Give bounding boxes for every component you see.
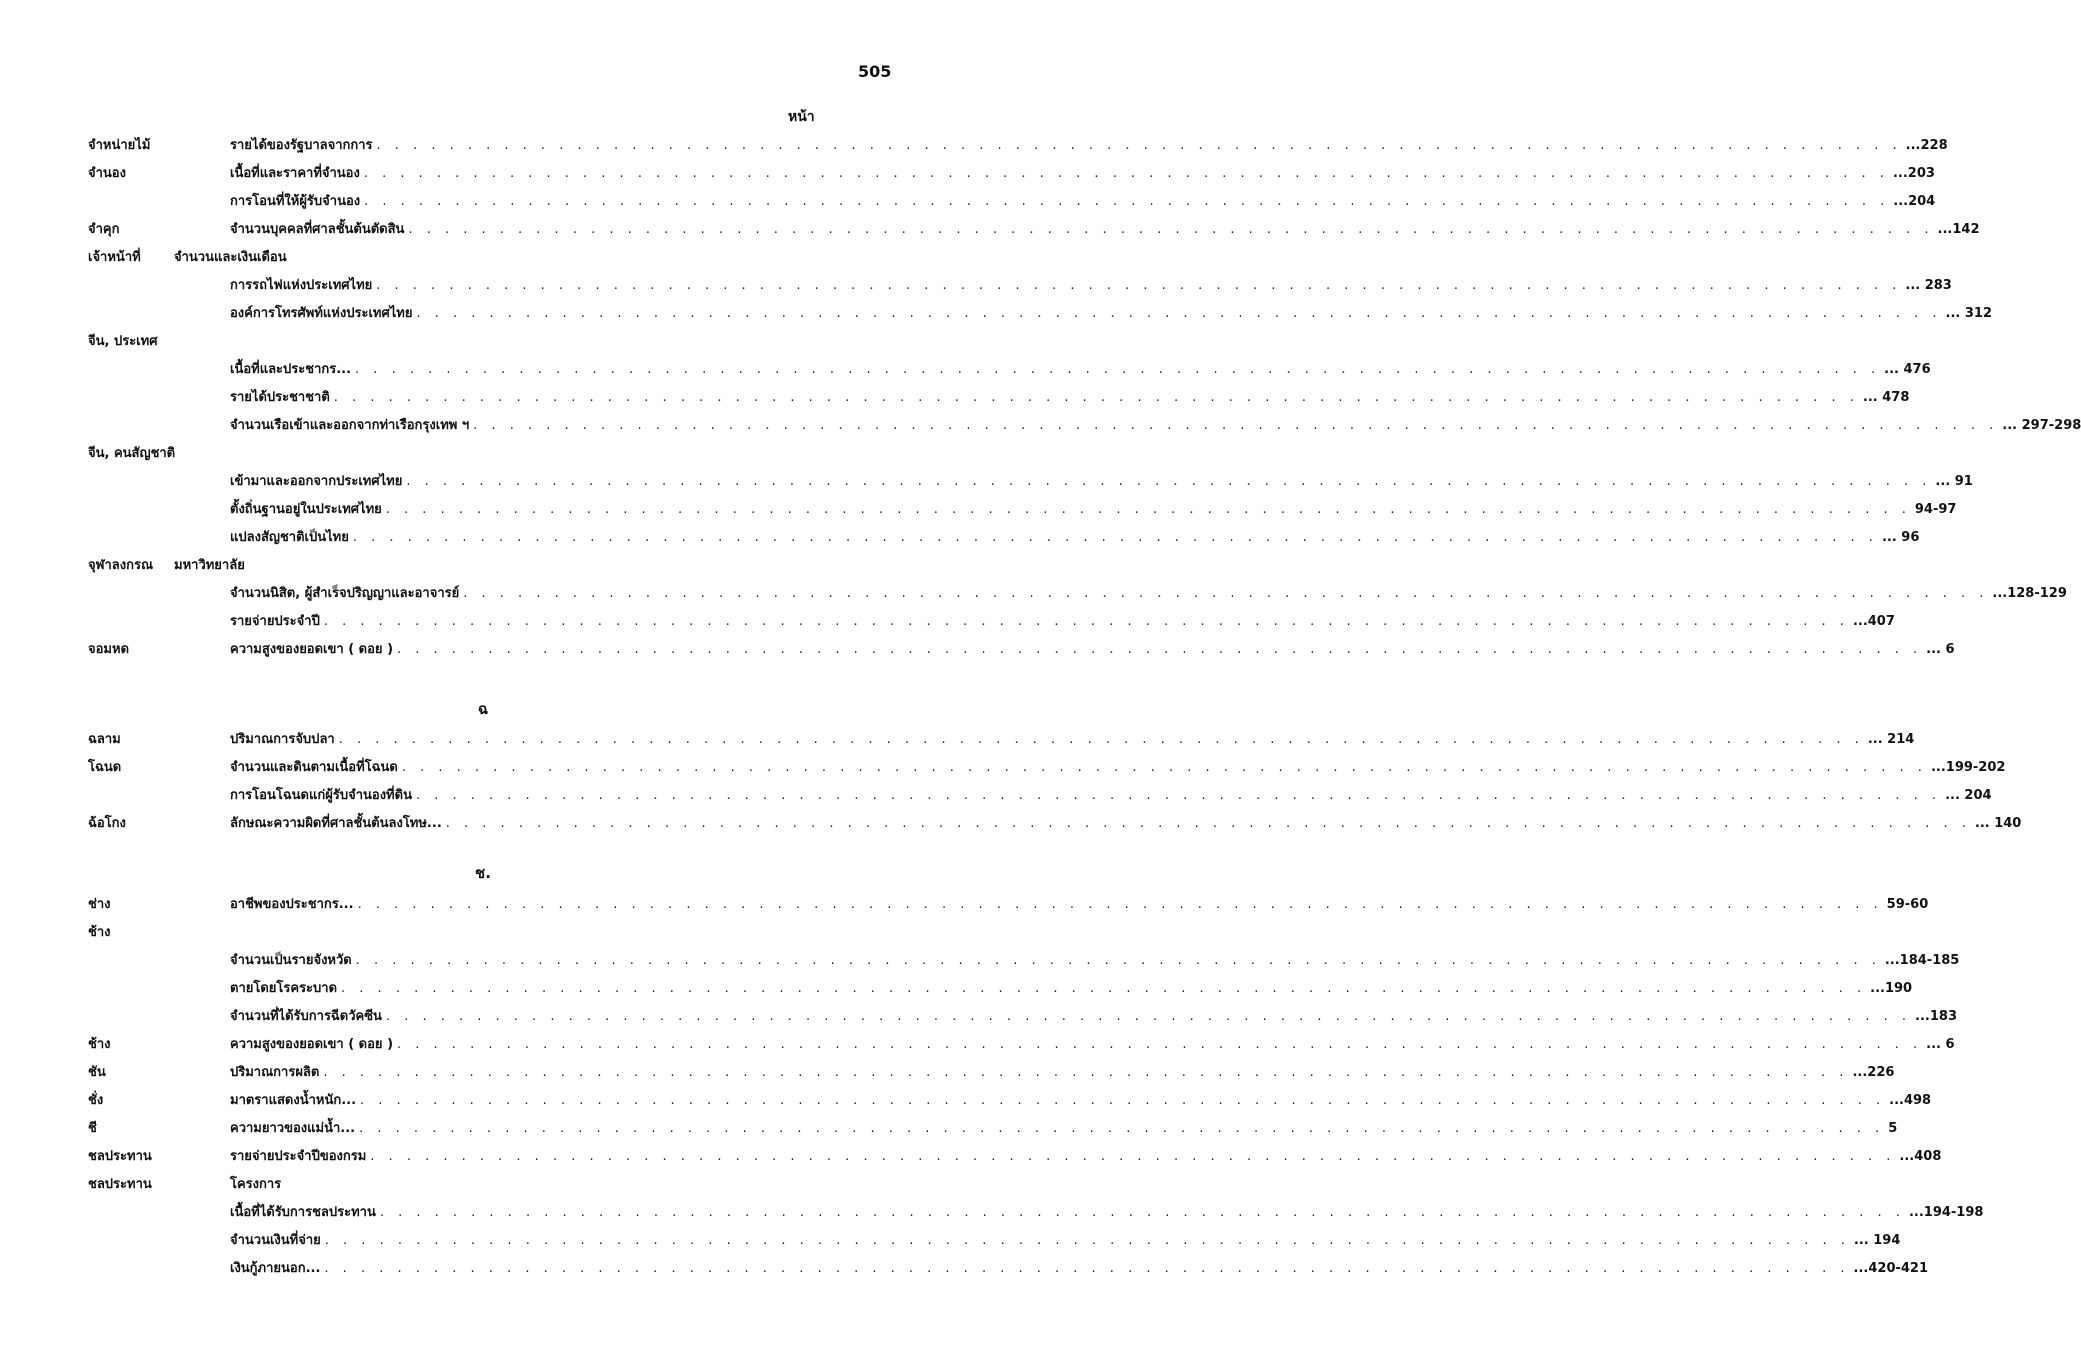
entry-description: ลักษณะความผิดที่ศาลชั้นต้นลงโทษ... [230,816,442,831]
index-entry [230,305,1993,323]
dot-leader: . . . . . . . . . . . . . . . . . . . . . . . . . . . . . . . . . . . . . . . . . . . . . . . . . . . . . . . . . . . . . . . . . . . . . . . . . . . . . . . . . . . . [324,1261,1850,1276]
entry-page-ref: ... 214 [1867,732,1915,747]
index-row [0,473,1973,500]
index-row [0,389,1910,416]
index-term: ชัน [88,1065,106,1080]
entry-description: จำนวนเงินที่จ่าย [230,1233,321,1248]
entry-page-ref: ... 204 [1945,788,1992,803]
index-row [0,249,966,276]
index-term: จำหน่ายไม้ [88,138,151,153]
index-row [0,1148,1942,1175]
entry-description: รายได้ประชาชาติ [230,390,330,405]
dot-leader: . . . . . . . . . . . . . . . . . . . . . . . . . . . . . . . . . . . . . . . . . . . . . . . . . . . . . . . . . . . . . . . . . . . . . . . . . . . . . . . . . . . . [333,390,1859,405]
entry-page-ref: ...226 [1852,1065,1895,1080]
dot-leader: . . . . . . . . . . . . . . . . . . . . . . . . . . . . . . . . . . . . . . . . . . . . . . . . . . . . . . . . . . . . . . . . . . . . . . . . . . . . . . . . . . . . [364,194,1890,209]
index-row [0,1008,1957,1035]
entry-page-ref: 94-97 [1914,502,1957,517]
index-entry [230,221,1980,239]
dot-leader: . . . . . . . . . . . . . . . . . . . . . . . . . . . . . . . . . . . . . . . . . . . . . . . . . . . . . . . . . . . . . . . . . . . . . . . . . . . . . . . . . . . . [473,418,1999,433]
entry-description: เนื้อที่ได้รับการชลประทาน [230,1205,376,1220]
dot-leader: . . . . . . . . . . . . . . . . . . . . . . . . . . . . . . . . . . . . . . . . . . . . . . . . . . . . . . . . . . . . . . . . . . . . . . . . . . . . . . . . . . . . [445,816,1971,831]
dot-leader: . . . . . . . . . . . . . . . . . . . . . . . . . . . . . . . . . . . . . . . . . . . . . . . . . . . . . . . . . . . . . . . . . . . . . . . . . . . . . . . . . . . . [385,1009,1912,1024]
index-row [0,305,1993,332]
entry-description: ปริมาณการจับปลา [230,732,335,747]
index-entry [230,1260,1929,1278]
entry-description: ตั้งถิ่นฐานอยู่ในประเทศไทย [230,502,382,517]
index-term: จุฬาลงกรณ [88,558,154,573]
dot-leader: . . . . . . . . . . . . . . . . . . . . . . . . . . . . . . . . . . . . . . . . . . . . . . . . . . . . . . . . . . . . . . . . . . . . . . . . . . . . . . . . . . . . [370,1149,1896,1164]
entry-description: เนื้อที่และราคาที่จำนอง [230,166,360,181]
index-row [0,1232,1901,1259]
index-term: โฉนด [88,760,122,775]
index-entry [230,980,1913,998]
entry-description: ความยาวของแม่น้ำ... [230,1121,356,1136]
index-entry [230,759,2006,777]
entry-page-ref: ... 194 [1853,1233,1901,1248]
entry-description: มาตราแสดงน้ำหนัก... [230,1093,357,1108]
index-row [0,585,2067,612]
section-header: ฉ [477,700,489,718]
index-entry [230,815,2022,833]
index-term: ชลประทาน [88,1149,152,1164]
dot-leader: . . . . . . . . . . . . . . . . . . . . . . . . . . . . . . . . . . . . . . . . . . . . . . . . . . . . . . . . . . . . . . . . . . . . . . . . . . . . . . . . . . . . [408,222,1934,237]
entry-page-ref: ... 478 [1862,390,1910,405]
page-number: 505 [858,62,892,81]
index-entry [230,1176,826,1194]
dot-leader: . . . . . . . . . . . . . . . . . . . . . . . . . . . . . . . . . . . . . . . . . . . . . . . . . . . . . . . . . . . . . . . . . . . . . . . . . . . . . . . . . . . . [360,1093,1886,1108]
entry-description: เข้ามาและออกจากประเทศไทย [230,474,403,489]
index-entry [230,417,2081,435]
index-entry [230,585,2067,603]
index-row [0,1120,1898,1147]
entry-description: อาชีพของประชากร... [230,897,354,912]
index-entry [230,1120,1898,1138]
index-entry [230,896,1929,914]
dot-leader: . . . . . . . . . . . . . . . . . . . . . . . . . . . . . . . . . . . . . . . . . . . . . . . . . . . . . . . . . . . . . . . . . . . . . . . . . . . . . . . . . . . . [355,362,1881,377]
page-column-label: หน้า [788,109,815,125]
dot-leader: . . . . . . . . . . . . . . . . . . . . . . . . . . . . . . . . . . . . . . . . . . . . . . . . . . . . . . . . . . . . . . . . . . . . . . . . . . . . . . . . . . . . [376,278,1902,293]
entry-page-ref: ...128-129 [1992,586,2067,601]
index-entry [230,473,1973,491]
index-entry [230,1204,1984,1222]
index-term: จีน, ประเทศ [88,334,158,349]
index-entry [230,613,1895,631]
entry-page-ref: 59-60 [1886,897,1929,912]
index-row [0,980,1913,1007]
entry-page-ref: ...498 [1889,1093,1932,1108]
entry-description: การโอนโฉนดแก่ผู้รับจำนองที่ดิน [230,788,412,803]
entry-description: แปลงสัญชาติเป็นไทย [230,530,349,545]
index-row [0,1036,1955,1063]
dot-leader: . . . . . . . . . . . . . . . . . . . . . . . . . . . . . . . . . . . . . . . . . . . . . . . . . . . . . . . . . . . . . . . . . . . . . . . . . . . . . . . . . . . . [357,897,1883,912]
index-entry [230,952,1960,970]
entry-page-ref: ...184-185 [1884,953,1960,968]
index-entry [230,641,1955,659]
index-entry [230,1008,1957,1026]
entry-page-ref: ... 312 [1945,306,1993,321]
index-row [0,787,1992,814]
index-term: จอมหด [88,642,130,657]
entry-description: การโอนที่ให้ผู้รับจำนอง [230,194,361,209]
entry-description: จำนวนเป็นรายจังหวัด [230,953,352,968]
dot-leader: . . . . . . . . . . . . . . . . . . . . . . . . . . . . . . . . . . . . . . . . . . . . . . . . . . . . . . . . . . . . . . . . . . . . . . . . . . . . . . . . . . . . [363,166,1889,181]
entry-page-ref: ...420-421 [1853,1261,1929,1276]
entry-description: จำนวนที่ได้รับการฉีดวัคซีน [230,1009,382,1024]
index-entry [230,1064,1895,1082]
index-row [0,759,2006,786]
index-term: จีน, คนสัญชาติ [88,446,176,461]
dot-leader: . . . . . . . . . . . . . . . . . . . . . . . . . . . . . . . . . . . . . . . . . . . . . . . . . . . . . . . . . . . . . . . . . . . . . . . . . . . . . . . . . . . . [385,502,1911,517]
index-term: ชลประทาน [88,1177,152,1192]
entry-description: จำนวนและดินตามเนื้อที่โฉนด [230,760,398,775]
entry-page-ref: ...203 [1892,166,1935,181]
entry-description: การรถไฟแห่งประเทศไทย [230,278,373,293]
entry-description: เงินกู้ภายนอก... [230,1261,321,1276]
index-entry [230,389,1910,407]
index-term: ช้าง [88,1037,111,1052]
entry-description: จำนวนเรือเข้าและออกจากท่าเรือกรุงเทพ ฯ [230,418,470,433]
dot-leader: . . . . . . . . . . . . . . . . . . . . . . . . . . . . . . . . . . . . . . . . . . . . . . . . . . . . . . . . . . . . . . . . . . . . . . . . . . . . . . . . . . . . [359,1121,1885,1136]
index-entry [230,361,1931,379]
entry-description: รายจ่ายประจำปีของกรม [230,1149,367,1164]
index-term: ฉลาม [88,732,121,747]
index-row [0,333,966,360]
index-term: ฉ้อโกง [88,816,126,831]
dot-leader: . . . . . . . . . . . . . . . . . . . . . . . . . . . . . . . . . . . . . . . . . . . . . . . . . . . . . . . . . . . . . . . . . . . . . . . . . . . . . . . . . . . . [406,474,1932,489]
dot-leader: . . . . . . . . . . . . . . . . . . . . . . . . . . . . . . . . . . . . . . . . . . . . . . . . . . . . . . . . . . . . . . . . . . . . . . . . . . . . . . . . . . . . [463,586,1989,601]
index-row [0,613,1895,640]
entry-description: รายได้ของรัฐบาลจากการ [230,138,373,153]
dot-leader: . . . . . . . . . . . . . . . . . . . . . . . . . . . . . . . . . . . . . . . . . . . . . . . . . . . . . . . . . . . . . . . . . . . . . . . . . . . . . . . . . . . . [379,1205,1905,1220]
index-row [0,501,1957,528]
entry-description: ปริมาณการผลิต [230,1065,320,1080]
entry-page-ref: ...190 [1870,981,1913,996]
dot-leader: . . . . . . . . . . . . . . . . . . . . . . . . . . . . . . . . . . . . . . . . . . . . . . . . . . . . . . . . . . . . . . . . . . . . . . . . . . . . . . . . . . . . [352,530,1878,545]
dot-leader: . . . . . . . . . . . . . . . . . . . . . . . . . . . . . . . . . . . . . . . . . . . . . . . . . . . . . . . . . . . . . . . . . . . . . . . . . . . . . . . . . . . . [397,642,1923,657]
entry-page-ref: ... 6 [1926,642,1955,657]
index-row [0,277,1952,304]
index-entry [230,529,1920,547]
entry-description: องค์การโทรศัพท์แห่งประเทศไทย [230,306,413,321]
index-row [0,641,1955,668]
index-row [0,529,1920,556]
entry-page-ref: ... 96 [1881,530,1920,545]
dot-leader: . . . . . . . . . . . . . . . . . . . . . . . . . . . . . . . . . . . . . . . . . . . . . . . . . . . . . . . . . . . . . . . . . . . . . . . . . . . . . . . . . . . . [323,1065,1849,1080]
entry-page-ref: ...204 [1893,194,1936,209]
index-term: เจ้าหน้าที่ [88,250,141,265]
entry-description: รายจ่ายประจำปี [230,614,320,629]
dot-leader: . . . . . . . . . . . . . . . . . . . . . . . . . . . . . . . . . . . . . . . . . . . . . . . . . . . . . . . . . . . . . . . . . . . . . . . . . . . . . . . . . . . . [397,1037,1923,1052]
dot-leader: . . . . . . . . . . . . . . . . . . . . . . . . . . . . . . . . . . . . . . . . . . . . . . . . . . . . . . . . . . . . . . . . . . . . . . . . . . . . . . . . . . . . [401,760,1927,775]
index-row [0,417,2081,444]
index-row [0,165,1935,192]
index-row [0,1092,1932,1119]
index-entry [230,277,1952,295]
index-row [0,1204,1984,1231]
index-row [0,193,1936,220]
dot-leader: . . . . . . . . . . . . . . . . . . . . . . . . . . . . . . . . . . . . . . . . . . . . . . . . . . . . . . . . . . . . . . . . . . . . . . . . . . . . . . . . . . . . [324,1233,1850,1248]
index-entry [230,193,1936,211]
index-subterm: จำนวนและเงินเดือน [174,250,287,265]
index-row [0,137,1948,164]
entry-page-ref: ...408 [1899,1149,1942,1164]
index-term: ชั่ง [88,1093,104,1108]
entry-page-ref: ...199-202 [1930,760,2006,775]
entry-page-ref: ...228 [1905,138,1948,153]
dot-leader: . . . . . . . . . . . . . . . . . . . . . . . . . . . . . . . . . . . . . . . . . . . . . . . . . . . . . . . . . . . . . . . . . . . . . . . . . . . . . . . . . . . . [355,953,1881,968]
index-row [0,221,1980,248]
entry-page-ref: ... 476 [1884,362,1931,377]
index-row [0,896,1929,923]
index-subterm: มหาวิทยาลัย [174,558,245,573]
entry-description: เนื้อที่และประชากร... [230,362,352,377]
index-row [0,731,1915,758]
index-entry [230,1092,1932,1110]
entry-page-ref: ... 91 [1935,474,1973,489]
entry-page-ref: 5 [1888,1121,1898,1136]
entry-description: จำนวนบุคคลที่ศาลชั้นต้นตัดสิน [230,222,405,237]
entry-page-ref: ...407 [1852,614,1895,629]
dot-leader: . . . . . . . . . . . . . . . . . . . . . . . . . . . . . . . . . . . . . . . . . . . . . . . . . . . . . . . . . . . . . . . . . . . . . . . . . . . . . . . . . . . . [416,306,1942,321]
entry-page-ref: ...183 [1915,1009,1957,1024]
section-header: ช. [475,864,491,882]
index-term: จำนอง [88,166,126,181]
index-row [0,1260,1929,1287]
entry-description: ตายโดยโรคระบาด [230,981,338,996]
dot-leader: . . . . . . . . . . . . . . . . . . . . . . . . . . . . . . . . . . . . . . . . . . . . . . . . . . . . . . . . . . . . . . . . . . . . . . . . . . . . . . . . . . . . [415,788,1942,803]
index-row [0,1064,1895,1091]
index-term: ชี [88,1121,97,1136]
index-entry [230,787,1992,805]
index-entry [230,731,1915,749]
index-entry [230,1232,1901,1250]
index-entry [230,1036,1955,1054]
dot-leader: . . . . . . . . . . . . . . . . . . . . . . . . . . . . . . . . . . . . . . . . . . . . . . . . . . . . . . . . . . . . . . . . . . . . . . . . . . . . . . . . . . . . [323,614,1849,629]
index-term: จำคุก [88,222,120,237]
index-term: ช้าง [88,925,111,940]
entry-description: ความสูงของยอดเขา ( ดอย ) [230,1037,394,1052]
dot-leader: . . . . . . . . . . . . . . . . . . . . . . . . . . . . . . . . . . . . . . . . . . . . . . . . . . . . . . . . . . . . . . . . . . . . . . . . . . . . . . . . . . . . [376,138,1902,153]
index-term: ช่าง [88,897,111,912]
entry-page-ref: ... 140 [1974,816,2022,831]
entry-description: โครงการ [230,1177,282,1192]
index-row [0,815,2022,842]
index-row [0,1176,966,1203]
dot-leader: . . . . . . . . . . . . . . . . . . . . . . . . . . . . . . . . . . . . . . . . . . . . . . . . . . . . . . . . . . . . . . . . . . . . . . . . . . . . . . . . . . . . [338,732,1864,747]
index-row [0,924,966,951]
entry-page-ref: ... 6 [1926,1037,1955,1052]
index-row [0,445,966,472]
dot-leader: . . . . . . . . . . . . . . . . . . . . . . . . . . . . . . . . . . . . . . . . . . . . . . . . . . . . . . . . . . . . . . . . . . . . . . . . . . . . . . . . . . . . [341,981,1867,996]
index-entry [230,137,1948,155]
index-row [0,361,1931,388]
entry-description: ความสูงของยอดเขา ( ดอย ) [230,642,394,657]
entry-page-ref: ...194-198 [1908,1205,1984,1220]
index-row [0,557,966,584]
index-row [0,952,1960,979]
index-entry [230,1148,1942,1166]
entry-page-ref: ... 283 [1905,278,1952,293]
entry-page-ref: ...142 [1937,222,1980,237]
index-entry [230,165,1935,183]
entry-description: จำนวนนิสิต, ผู้สำเร็จปริญญาและอาจารย์ [230,586,460,601]
index-entry [230,501,1957,519]
entry-page-ref: ... 297-298 [2002,418,2081,433]
